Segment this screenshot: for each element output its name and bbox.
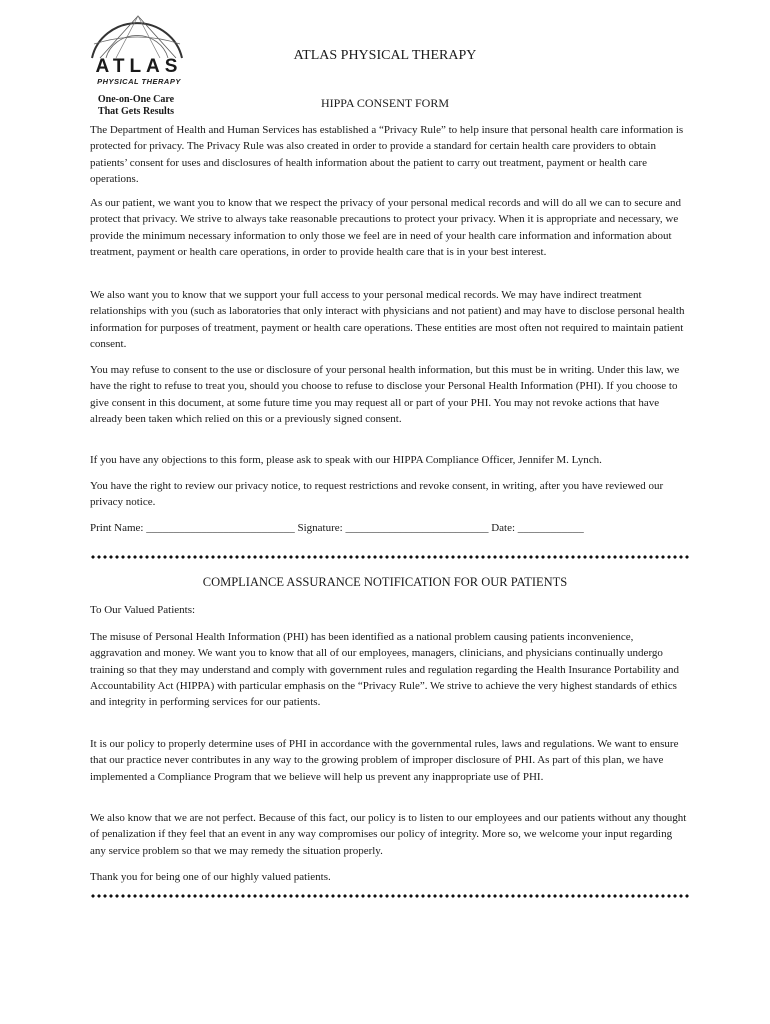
print-name-field[interactable]: ___________________________ xyxy=(146,522,295,534)
print-name-label: Print Name: xyxy=(90,522,144,534)
logo-tagline-line-2: That Gets Results xyxy=(97,106,175,117)
compliance-paragraph-2: It is our policy to properly determine uses of PHI in accordance with the governmental rules, laws and regulations. We want to ensure that our practice never contributes in any way to the growing problem of improper disclosure of PHI. As part of this plan, we have implemented a Compliance Program that we believe will help us prevent any inappropriate use of PHI. xyxy=(90,738,679,783)
dotted-divider xyxy=(90,555,690,559)
logo-tagline-line-1: One-on-One Care xyxy=(97,94,175,105)
compliance-paragraph-4: Thank you for being one of our highly valued patients. xyxy=(90,871,331,883)
form-title: HIPPA CONSENT FORM xyxy=(320,96,450,110)
consent-paragraph-3: We also want you to know that we support your full access to your personal medical records. We may have indirect treatment relationships with you (such as laboratories that only interact with physicians and not patient) and may have to disclose personal health information for purposes of treatment, payment or health care operations. These entities are most often not required to maintain patient consent. xyxy=(90,289,685,350)
logo-brand-subtitle: PHYSICAL THERAPY xyxy=(97,77,181,86)
compliance-title: COMPLIANCE ASSURANCE NOTIFICATION FOR OUR PATIENTS xyxy=(202,575,568,589)
compliance-paragraph-3: We also know that we are not perfect. Because of this fact, our policy is to listen to our employees and our patients without any thought of penalization if they feel that an event in any way compromises our policy of integrity. More so, we welcome your input regarding any service problem so that we may remedy the situation properly. xyxy=(90,812,687,857)
signature-field[interactable]: __________________________ xyxy=(345,522,489,534)
date-label: Date: xyxy=(491,522,516,534)
compliance-greeting: To Our Valued Patients: xyxy=(90,604,196,616)
company-name: ATLAS PHYSICAL THERAPY xyxy=(293,48,477,63)
logo-brand-text: ATLAS xyxy=(95,56,183,77)
consent-paragraph-1: The Department of Health and Human Services has established a “Privacy Rule” to help insure that personal health care information is protected for privacy. The Privacy Rule was also created in order to provide a standard for certain health care providers to obtain patients’ consent for uses and disclosures of health information about the patient to carry out treatment, payment or health care operations. xyxy=(90,124,684,185)
compliance-paragraph-1: The misuse of Personal Health Information (PHI) has been identified as a national problem causing patients inconvenience, aggravation and money. We want you to know that all of our employees, managers, clinicians, and physicians continually undergo training so that they may understand and comply with government rules and regulation regarding the Health Insurance Portability and Accountability Act (HIPPA) with particular emphasis on the “Privacy Rule”. We strive to achieve the very highest standards of ethics and integrity in performing services for our patients. xyxy=(90,631,679,709)
consent-paragraph-6: You have the right to review our privacy notice, to request restrictions and revoke consent, in writing, after you have reviewed our privacy notice. xyxy=(90,480,664,509)
consent-paragraph-5: If you have any objections to this form, please ask to speak with our HIPPA Compliance Officer, Jennifer M. Lynch. xyxy=(90,454,602,466)
signature-line xyxy=(90,520,688,536)
logo-tagline xyxy=(86,94,186,118)
globe-arc-icon xyxy=(86,10,186,60)
dotted-divider-bottom xyxy=(90,894,690,898)
signature-label: Signature: xyxy=(297,522,343,534)
consent-paragraph-2: As our patient, we want you to know that we respect the privacy of your personal medical records and will do all we can to secure and protect that privacy. We strive to always take reasonable precautions to protect your privacy. When it is appropriate and necessary, we provide the minimum necessary information to only those we feel are in need of your health care information and information about treatment, payment or health care operations, in order to provide health care that is in your best interest. xyxy=(90,197,682,258)
date-field[interactable]: ____________ xyxy=(517,522,584,534)
atlas-logo xyxy=(86,10,186,118)
consent-paragraph-4: You may refuse to consent to the use or disclosure of your personal health information, but this must be in writing. Under this law, we have the right to refuse to treat you, should you choose to refuse to disclose your Personal Health Information (PHI). If you choose to give consent in this document, at some future time you may request all or part of your PHI. You may not revoke actions that have already been taken which relied on this or a previously signed consent. xyxy=(90,364,680,425)
